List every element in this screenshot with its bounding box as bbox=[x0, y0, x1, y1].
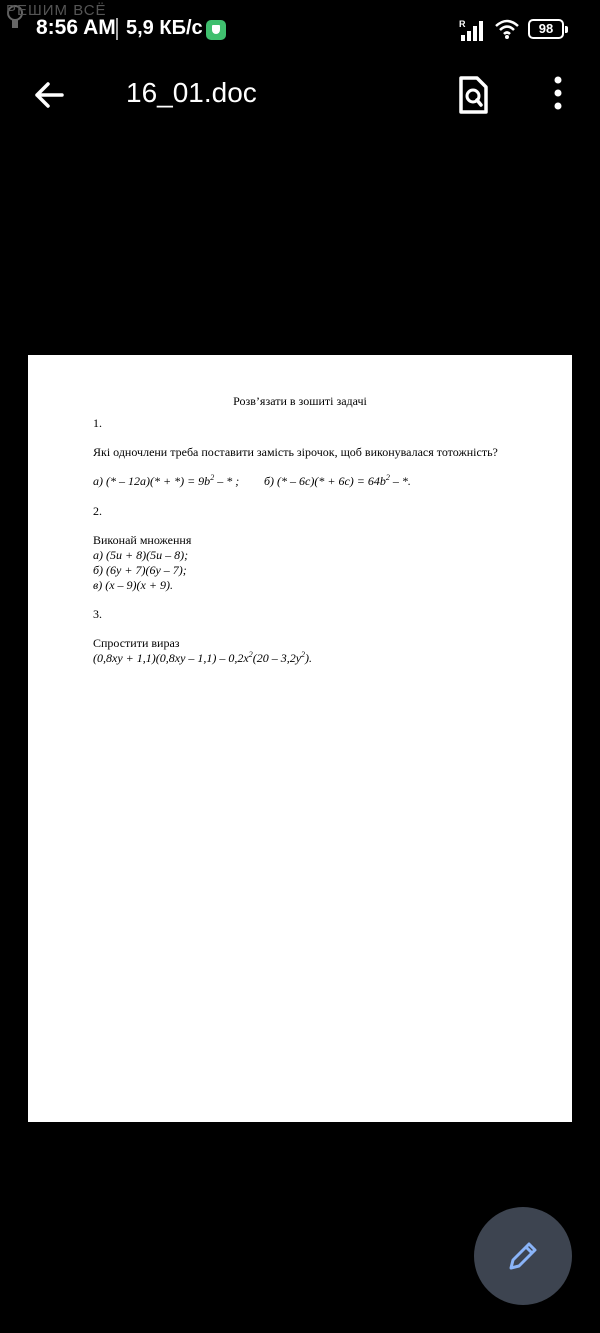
battery-level: 98 bbox=[538, 21, 554, 36]
task-3-expression: $(0,8ху + 1,1)(0,8ху - 1,1) - 0,2х^2(20 - 3,2у^2)$. bbox=[93, 650, 313, 665]
document-search-icon bbox=[450, 70, 496, 120]
document-title: 16_01.doc bbox=[126, 77, 257, 108]
back-button[interactable] bbox=[26, 72, 72, 118]
battery-icon bbox=[528, 19, 564, 39]
pencil-icon bbox=[505, 1238, 541, 1274]
network-speed: 5,9 КБ/с bbox=[126, 17, 203, 39]
task-1-option-a: а) (* – 12а)(* + *) = $9b^2$ – * ; bbox=[93, 473, 240, 488]
status-separator bbox=[116, 18, 118, 40]
task-1-question: Які одночлени треба поставити замість зірочок, щоб виконувалася тотожність? bbox=[93, 445, 498, 459]
task-2-item-a: а) (5u + 8)(5u – 8); bbox=[93, 548, 189, 562]
task-3-number: 3. bbox=[93, 607, 102, 621]
wifi-icon bbox=[494, 18, 520, 40]
app-bar bbox=[0, 60, 600, 130]
task-2-item-b: б) (6у + 7)(6у – 7); bbox=[93, 563, 187, 577]
task-3-heading: Спростити вираз bbox=[93, 636, 180, 650]
shield-icon bbox=[206, 20, 226, 40]
document-heading: Розв’язати в зошиті задачі bbox=[233, 394, 367, 408]
task-2-heading: Виконай множення bbox=[93, 533, 192, 547]
task-1-option-b: б) (* – $6с)(* + 6с) = 64b^2$ – *. bbox=[264, 473, 411, 488]
signal-icon bbox=[458, 18, 486, 42]
status-bar bbox=[0, 0, 600, 60]
status-time: 8:56 AM bbox=[36, 16, 116, 39]
find-in-document-button[interactable] bbox=[450, 70, 496, 120]
task-1-number: 1. bbox=[93, 416, 102, 430]
more-options-button[interactable] bbox=[538, 70, 578, 120]
document-page[interactable] bbox=[28, 355, 572, 1122]
svg-text:R: R bbox=[459, 19, 466, 29]
watermark-text: РЕШИМ ВСЁ bbox=[6, 2, 107, 19]
edit-fab-button[interactable] bbox=[474, 1207, 572, 1305]
arrow-back-icon bbox=[26, 72, 72, 118]
more-vert-icon bbox=[538, 70, 578, 120]
task-2-number: 2. bbox=[93, 504, 102, 518]
task-2-item-c: в) (х – 9)(х + 9). bbox=[93, 578, 173, 592]
